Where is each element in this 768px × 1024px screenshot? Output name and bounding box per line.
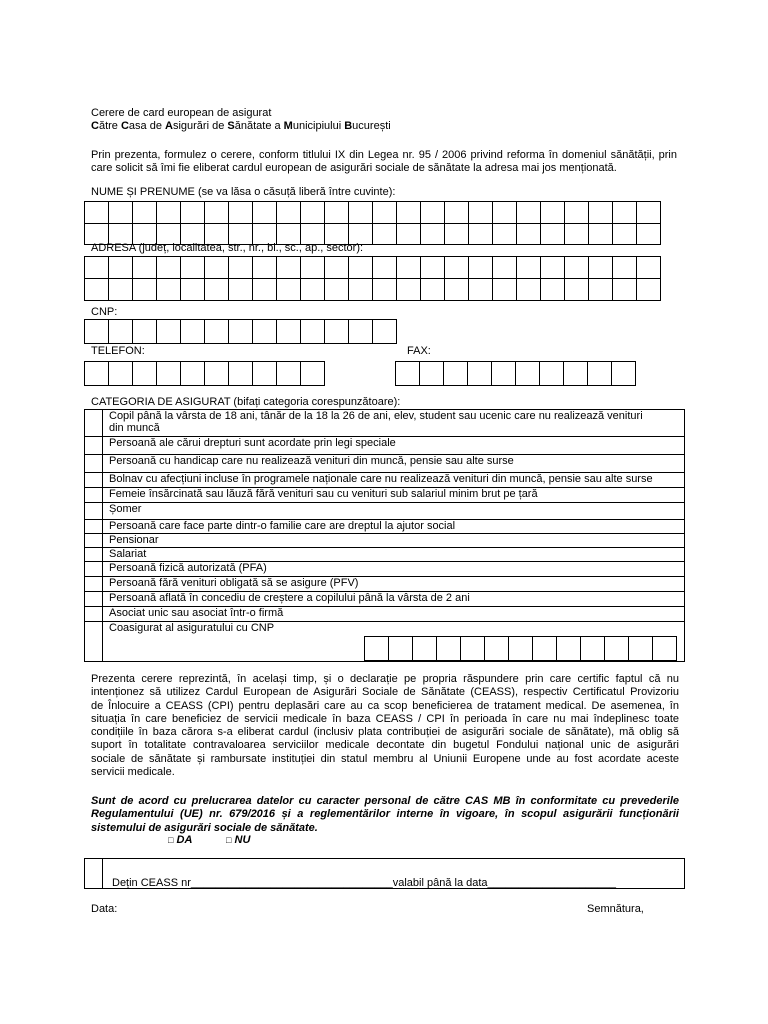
char-box[interactable] [84,278,109,301]
category-checkbox[interactable] [85,410,103,437]
char-box[interactable] [228,319,253,344]
char-box[interactable] [419,361,444,386]
char-box[interactable] [468,278,493,301]
category-table [84,409,685,662]
char-box[interactable] [564,278,589,301]
cnp-grid[interactable] [84,319,397,344]
category-option-label: Pensionar [103,534,685,548]
category-checkbox[interactable] [85,562,103,577]
char-box[interactable] [516,278,541,301]
category-row[interactable] [85,592,685,607]
char-box[interactable] [564,201,589,224]
name-grid-row-1[interactable] [84,201,661,224]
form-recipient [91,120,391,133]
char-box[interactable] [420,201,445,224]
char-box[interactable] [540,201,565,224]
char-box[interactable] [84,256,109,279]
char-box[interactable] [132,201,157,224]
category-row[interactable] [85,562,685,577]
char-box[interactable] [132,278,157,301]
category-option-label: Asociat unic sau asociat într-o firmă [103,607,685,622]
recipient-initial: C [91,120,99,132]
char-box[interactable] [204,256,229,279]
char-box[interactable] [180,278,205,301]
category-option-label: Șomer [103,503,685,520]
category-option-label: Persoană cu handicap care nu realizează venituri din muncă, pensie sau alte surse [103,455,685,473]
signature-label: Semnătura, [587,903,644,915]
paragraph-line: Prin prezenta, formulez o cerere, conform titlului IX din Legea nr. 95 / 2006 privind reforma în domeniul sănătății, prin [91,149,677,161]
char-box[interactable] [395,361,420,386]
recipient-word: sigurări de [172,120,228,132]
category-row[interactable] [85,520,685,534]
category-checkbox[interactable] [85,577,103,592]
char-box[interactable] [492,278,517,301]
char-box[interactable] [436,636,461,661]
category-row[interactable] [85,410,685,437]
char-box[interactable] [180,201,205,224]
char-box[interactable] [180,361,205,386]
char-box[interactable] [300,361,325,386]
phone-grid[interactable] [84,361,325,386]
char-box[interactable] [636,256,661,279]
char-box[interactable] [468,201,493,224]
char-box[interactable] [540,278,565,301]
category-row[interactable] [85,455,685,473]
char-box[interactable] [516,223,541,245]
declaration-paragraph [91,673,679,779]
char-box[interactable] [443,361,468,386]
category-checkbox[interactable] [85,520,103,534]
category-checkbox[interactable] [85,607,103,622]
char-box[interactable] [588,223,613,245]
category-option-label: Persoană fizică autorizată (PFA) [103,562,685,577]
char-box[interactable] [132,319,157,344]
char-box[interactable] [228,201,253,224]
char-box[interactable] [108,278,133,301]
char-box[interactable] [460,636,485,661]
char-box[interactable] [515,361,540,386]
char-box[interactable] [563,361,588,386]
char-box[interactable] [300,201,325,224]
category-row[interactable] [85,622,685,662]
char-box[interactable] [252,256,277,279]
coinsured-cnp-grid[interactable] [364,636,684,661]
category-checkbox[interactable] [85,548,103,562]
category-checkbox[interactable] [85,488,103,503]
category-row[interactable] [85,607,685,622]
paragraph-line: intenționez să utilizez Cardul European de Asigurări Sociale de Sănătate (CEASS), respectiv Certificatul Provizoriu [91,686,679,699]
char-box[interactable] [420,256,445,279]
char-box[interactable] [611,361,636,386]
char-box[interactable] [372,201,397,224]
paragraph-line: care solicit să îmi fie eliberat cardul european de asigurări sociale de sănătate la adresa mai jos menționată. [91,162,617,175]
char-box[interactable] [204,319,229,344]
recipient-initial: A [165,120,173,132]
char-box[interactable] [84,361,109,386]
char-box[interactable] [372,223,397,245]
char-box[interactable] [132,256,157,279]
char-box[interactable] [484,636,509,661]
char-box[interactable] [252,361,277,386]
recipient-initial: B [344,120,353,132]
recipient-word: ucurești [352,120,391,132]
address-grid-row-1[interactable] [84,256,661,279]
category-row[interactable] [85,473,685,488]
char-box[interactable] [372,256,397,279]
recipient-initial: M [283,120,293,132]
char-box[interactable] [276,256,301,279]
char-box[interactable] [276,319,301,344]
char-box[interactable] [564,256,589,279]
char-box[interactable] [276,201,301,224]
category-label: CATEGORIA DE ASIGURAT (bifați categoria corespunzătoare): [91,396,401,408]
checkbox-icon: □ [168,835,174,845]
char-box[interactable] [468,223,493,245]
char-box[interactable] [204,201,229,224]
category-checkbox[interactable] [85,503,103,520]
char-box[interactable] [636,223,661,245]
checkbox-icon: □ [226,835,232,845]
ceass-text[interactable]: Dețin CEASS nr_________________________________valabil până la data_____________________ [103,858,685,889]
char-box[interactable] [348,319,373,344]
char-box[interactable] [636,201,661,224]
char-box[interactable] [588,256,613,279]
char-box[interactable] [492,201,517,224]
ceass-box [84,858,685,889]
paragraph-line: sociale de sănătate și rambursate instituției din statul membru al Uniunii Europene unde au fost acordate aceste [91,752,679,765]
option-yes[interactable] [168,834,192,846]
address-label: ADRESA (județ, localitatea, str., nr., bl., sc., ap., sector): [91,242,364,254]
char-box[interactable] [420,223,445,245]
char-box[interactable] [604,636,629,661]
char-box[interactable] [588,201,613,224]
char-box[interactable] [556,636,581,661]
char-box[interactable] [444,278,469,301]
paragraph-line: servicii medicale. [91,766,175,779]
char-box[interactable] [228,256,253,279]
char-box[interactable] [587,361,612,386]
char-box[interactable] [300,278,325,301]
char-box[interactable] [108,201,133,224]
char-box[interactable] [324,319,349,344]
char-box[interactable] [636,278,661,301]
recipient-word: asa de [128,120,166,132]
char-box[interactable] [252,201,277,224]
address-grid-row-2[interactable] [84,278,661,301]
char-box[interactable] [412,636,437,661]
char-box[interactable] [612,223,637,245]
category-row[interactable] [85,548,685,562]
char-box[interactable] [84,201,109,224]
recipient-word: unicipiului [292,120,345,132]
paragraph-line: situația în care beneficiez de servicii medicale în baza CEASS / CPI în perioada în care nu mai îndeplinesc toate [91,712,679,725]
char-box[interactable] [539,361,564,386]
cnp-label: CNP: [91,306,118,318]
category-row[interactable] [85,437,685,455]
char-box[interactable] [444,223,469,245]
fax-label: FAX: [407,345,431,357]
phone-label: TELEFON: [91,345,145,357]
char-box[interactable] [396,223,421,245]
char-box[interactable] [204,361,229,386]
char-box[interactable] [396,201,421,224]
option-no[interactable] [226,834,250,846]
char-box[interactable] [372,278,397,301]
char-box[interactable] [444,201,469,224]
category-row[interactable] [85,534,685,548]
char-box[interactable] [324,256,349,279]
char-box[interactable] [492,256,517,279]
char-box[interactable] [276,278,301,301]
option-no-label: NU [234,834,251,846]
category-option-label: Salariat [103,548,685,562]
option-yes-label: DA [176,834,193,846]
char-box[interactable] [252,319,277,344]
char-box[interactable] [108,361,133,386]
category-option-label: Persoană aflată în concediu de creștere a copilului până la vârsta de 2 ani [103,592,685,607]
category-checkbox[interactable] [85,473,103,488]
char-box[interactable] [396,278,421,301]
paragraph-line: condițiile în baza cărora s-a eliberat cardul (inclusiv plata contribuției de asigurări sociale de sănătate), mă oblig să [91,726,679,739]
char-box[interactable] [628,636,653,661]
category-option-label: Persoană ale cărui drepturi sunt acordate prin legi speciale [103,437,685,455]
char-box[interactable] [300,256,325,279]
char-box[interactable] [564,223,589,245]
paragraph-line: Prezenta cerere reprezintă, în același timp, și o declarație pe propria răspundere prin care certific faptul că nu [91,673,679,685]
char-box[interactable] [156,319,181,344]
category-option-label: Copil până la vârsta de 18 ani, tânăr de la 18 la 26 de ani, elev, student sau ucenic care nu realizează venituri din muncă [103,410,685,437]
recipient-word: ănătate a [234,120,284,132]
char-box[interactable] [108,256,133,279]
char-box[interactable] [348,256,373,279]
category-row[interactable] [85,577,685,592]
char-box[interactable] [467,361,492,386]
category-row[interactable] [85,503,685,520]
paragraph-line: suport în totalitate contravaloarea serviciilor medicale decontate din bugetul Fondului național unic de asigurări [91,739,679,752]
char-box[interactable] [132,361,157,386]
recipient-initial: C [120,120,129,132]
consent-paragraph [91,795,679,835]
char-box[interactable] [156,201,181,224]
category-option-label: Bolnav cu afecțiuni incluse în programele naționale care nu realizează venituri din muncă, pensie sau alte surse [103,473,685,488]
char-box[interactable] [491,361,516,386]
char-box[interactable] [348,278,373,301]
char-box[interactable] [300,319,325,344]
char-box[interactable] [612,201,637,224]
char-box[interactable] [84,319,109,344]
char-box[interactable] [276,361,301,386]
paragraph-line: Regulamentului (UE) nr. 679/2016 și a reglementărilor interne în vigoare, în scopul asigurării funcționării [91,808,679,821]
recipient-word: ătre [98,120,121,132]
char-box[interactable] [388,636,413,661]
recipient-initial: S [227,120,235,132]
char-box[interactable] [396,256,421,279]
category-option-label: Persoană care face parte dintr-o familie care are dreptul la ajutor social [103,520,685,534]
category-checkbox[interactable] [85,622,103,662]
category-option-label: Coasigurat al asiguratului cu CNP [103,622,685,662]
char-box[interactable] [516,201,541,224]
char-box[interactable] [180,256,205,279]
name-label: NUME ȘI PRENUME (se va lăsa o căsuță liberă între cuvinte): [91,186,396,198]
char-box[interactable] [580,636,605,661]
ceass-checkbox[interactable] [84,858,103,889]
category-checkbox[interactable] [85,592,103,607]
char-box[interactable] [204,278,229,301]
char-box[interactable] [228,278,253,301]
char-box[interactable] [444,256,469,279]
category-checkbox[interactable] [85,534,103,548]
category-option-label: Persoană fără venituri obligată să se asigure (PFV) [103,577,685,592]
char-box[interactable] [252,278,277,301]
char-box[interactable] [348,201,373,224]
char-box[interactable] [364,636,389,661]
char-box[interactable] [468,256,493,279]
char-box[interactable] [588,278,613,301]
char-box[interactable] [540,223,565,245]
category-option-label: Femeie însărcinată sau lăuză fără venituri sau cu venituri sub salariul minim brut pe țară [103,488,685,503]
category-row[interactable] [85,488,685,503]
char-box[interactable] [180,319,205,344]
char-box[interactable] [228,361,253,386]
char-box[interactable] [156,256,181,279]
paragraph-line: Sunt de acord cu prelucrarea datelor cu caracter personal de către CAS MB în conformitate cu prevederile [91,795,679,807]
category-checkbox[interactable] [85,437,103,455]
paragraph-line: de Înlocuire a CEASS (CPI) pentru deplasări care au ca scop beneficierea de tratament medical. De asemenea, în [91,699,679,712]
char-box[interactable] [508,636,533,661]
char-box[interactable] [612,256,637,279]
char-box[interactable] [652,636,677,661]
char-box[interactable] [156,361,181,386]
fax-grid[interactable] [395,361,636,386]
char-box[interactable] [516,256,541,279]
char-box[interactable] [492,223,517,245]
date-label: Data: [91,903,118,915]
category-checkbox[interactable] [85,455,103,473]
intro-paragraph [91,149,677,176]
char-box[interactable] [372,319,397,344]
char-box[interactable] [324,278,349,301]
char-box[interactable] [324,201,349,224]
char-box[interactable] [540,256,565,279]
char-box[interactable] [108,319,133,344]
char-box[interactable] [156,278,181,301]
char-box[interactable] [532,636,557,661]
char-box[interactable] [612,278,637,301]
char-box[interactable] [420,278,445,301]
form-title: Cerere de card european de asigurat [91,107,272,119]
paragraph-line: sistemului de asigurări sociale de sănătate. [91,821,318,834]
